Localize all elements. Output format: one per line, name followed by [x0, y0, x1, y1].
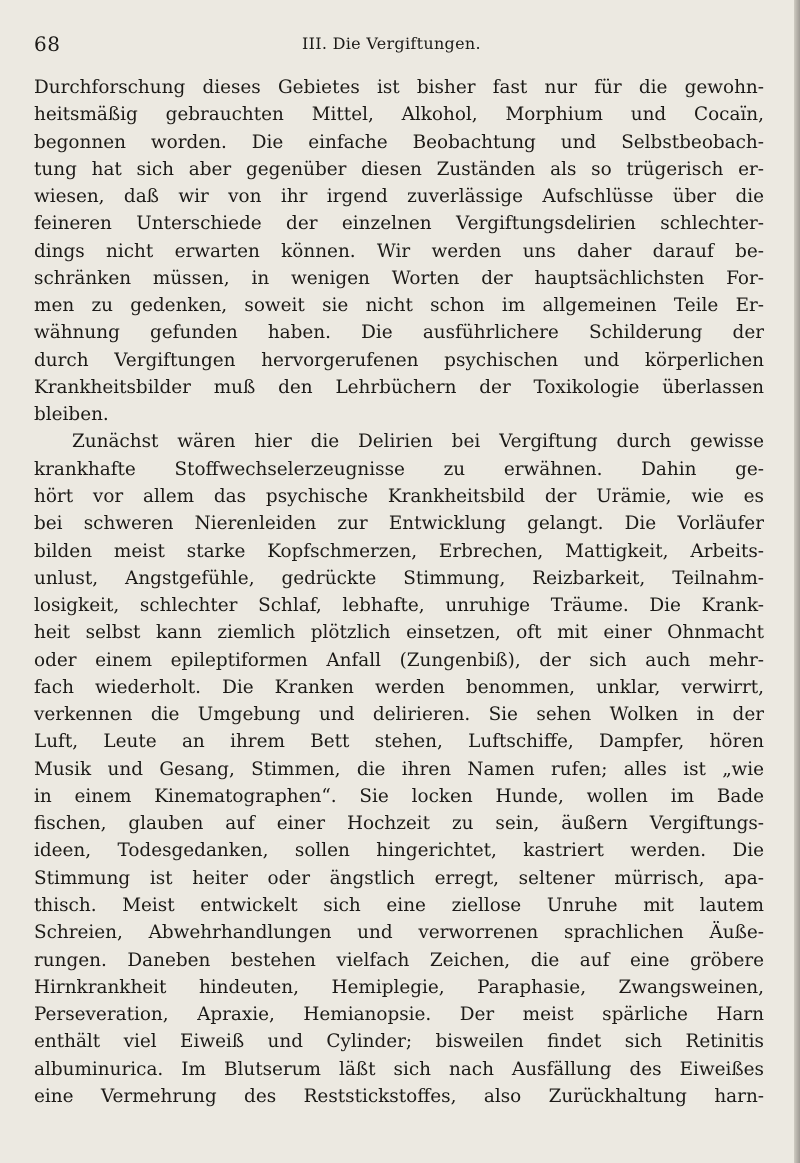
text-line: verkennen die Umgebung und delirieren. Sie sehen Wolken in der — [34, 704, 764, 726]
text-line: Durchforschung dieses Gebietes ist bisher fast nur für die gewohn- — [34, 77, 764, 98]
text-line: in einem Kinematographen“. Sie locken Hunde, wollen im Bade — [34, 785, 764, 807]
text-line: wähnung gefunden haben. Die ausführlichere Schilderung der — [34, 322, 764, 344]
text-line: men zu gedenken, soweit sie nicht schon im allgemeinen Teile Er- — [34, 295, 764, 317]
page-edge-shadow — [794, 0, 800, 1163]
text-line: Luft, Leute an ihrem Bett stehen, Luftschiffe, Dampfer, hören — [34, 731, 764, 753]
text-line: krankhafte Stoffwechselerzeugnisse zu erwähnen. Dahin ge- — [34, 458, 764, 480]
text-line: heit selbst kann ziemlich plötzlich einsetzen, oft mit einer Ohnmacht — [34, 622, 764, 644]
text-line: bilden meist starke Kopfschmerzen, Erbrechen, Mattigkeit, Arbeits- — [34, 540, 764, 562]
text-line: albuminurica. Im Blutserum läßt sich nach Ausfällung des Eiweißes — [34, 1058, 764, 1080]
text-line: Zunächst wären hier die Delirien bei Vergiftung durch gewisse — [72, 431, 764, 453]
text-line: Hirnkrankheit hindeuten, Hemiplegie, Paraphasie, Zwangsweinen, — [34, 976, 764, 998]
text-line: rungen. Daneben bestehen vielfach Zeichen, die auf eine gröbere — [34, 949, 764, 971]
text-line: feineren Unterschiede der einzelnen Vergiftungsdelirien schlechter- — [34, 213, 764, 235]
text-line: durch Vergiftungen hervorgerufenen psychischen und körperlichen — [34, 349, 764, 371]
text-line: schränken müssen, in wenigen Worten der hauptsächlichsten For- — [34, 267, 764, 289]
text-line: Perseveration, Apraxie, Hemianopsie. Der meist spärliche Harn — [34, 1004, 764, 1026]
text-line: losigkeit, schlechter Schlaf, lebhafte, unruhige Träume. Die Krank- — [34, 595, 764, 617]
text-line: bleiben. — [34, 404, 109, 426]
text-line: Schreien, Abwehrhandlungen und verworrenen sprachlichen Äuße- — [34, 922, 764, 944]
text-line: unlust, Angstgefühle, gedrückte Stimmung, Reizbarkeit, Teilnahm- — [34, 567, 764, 589]
text-line: Musik und Gesang, Stimmen, die ihren Namen rufen; alles ist „wie — [34, 758, 764, 780]
text-line: enthält viel Eiweiß und Cylinder; bisweilen findet sich Retinitis — [34, 1031, 764, 1053]
running-head — [34, 32, 764, 58]
text-line: heitsmäßig gebrauchten Mittel, Alkohol, Morphium und Cocaïn, — [34, 104, 764, 126]
body-text — [34, 74, 764, 1110]
text-line: hört vor allem das psychische Krankheitsbild der Urämie, wie es — [34, 485, 764, 507]
text-line: ideen, Todesgedanken, sollen hingerichtet, kastriert werden. Die — [34, 840, 764, 862]
chapter-title: III. Die Vergiftungen. — [302, 34, 481, 53]
text-line: fischen, glauben auf einer Hochzeit zu sein, äußern Vergiftungs- — [34, 813, 764, 835]
text-line: wiesen, daß wir von ihr irgend zuverlässige Aufschlüsse über die — [34, 186, 764, 208]
text-line: bei schweren Nierenleiden zur Entwicklung gelangt. Die Vorläufer — [34, 513, 764, 535]
text-line: Stimmung ist heiter oder ängstlich erregt, seltener mürrisch, apa- — [34, 867, 764, 889]
text-line: eine Vermehrung des Reststickstoffes, also Zurückhaltung harn- — [34, 1085, 764, 1107]
text-line: begonnen worden. Die einfache Beobachtung und Selbstbeobach- — [34, 131, 764, 153]
text-line: dings nicht erwarten können. Wir werden uns daher darauf be- — [34, 240, 764, 262]
page-number: 68 — [34, 32, 61, 56]
text-line: Krankheitsbilder muß den Lehrbüchern der Toxikologie überlassen — [34, 376, 764, 398]
text-line: thisch. Meist entwickelt sich eine ziellose Unruhe mit lautem — [34, 894, 764, 916]
text-line: tung hat sich aber gegenüber diesen Zuständen als so trügerisch er- — [34, 158, 764, 180]
text-line: fach wiederholt. Die Kranken werden benommen, unklar, verwirrt, — [34, 676, 764, 698]
text-line: oder einem epileptiformen Anfall (Zungenbiß), der sich auch mehr- — [34, 649, 764, 671]
